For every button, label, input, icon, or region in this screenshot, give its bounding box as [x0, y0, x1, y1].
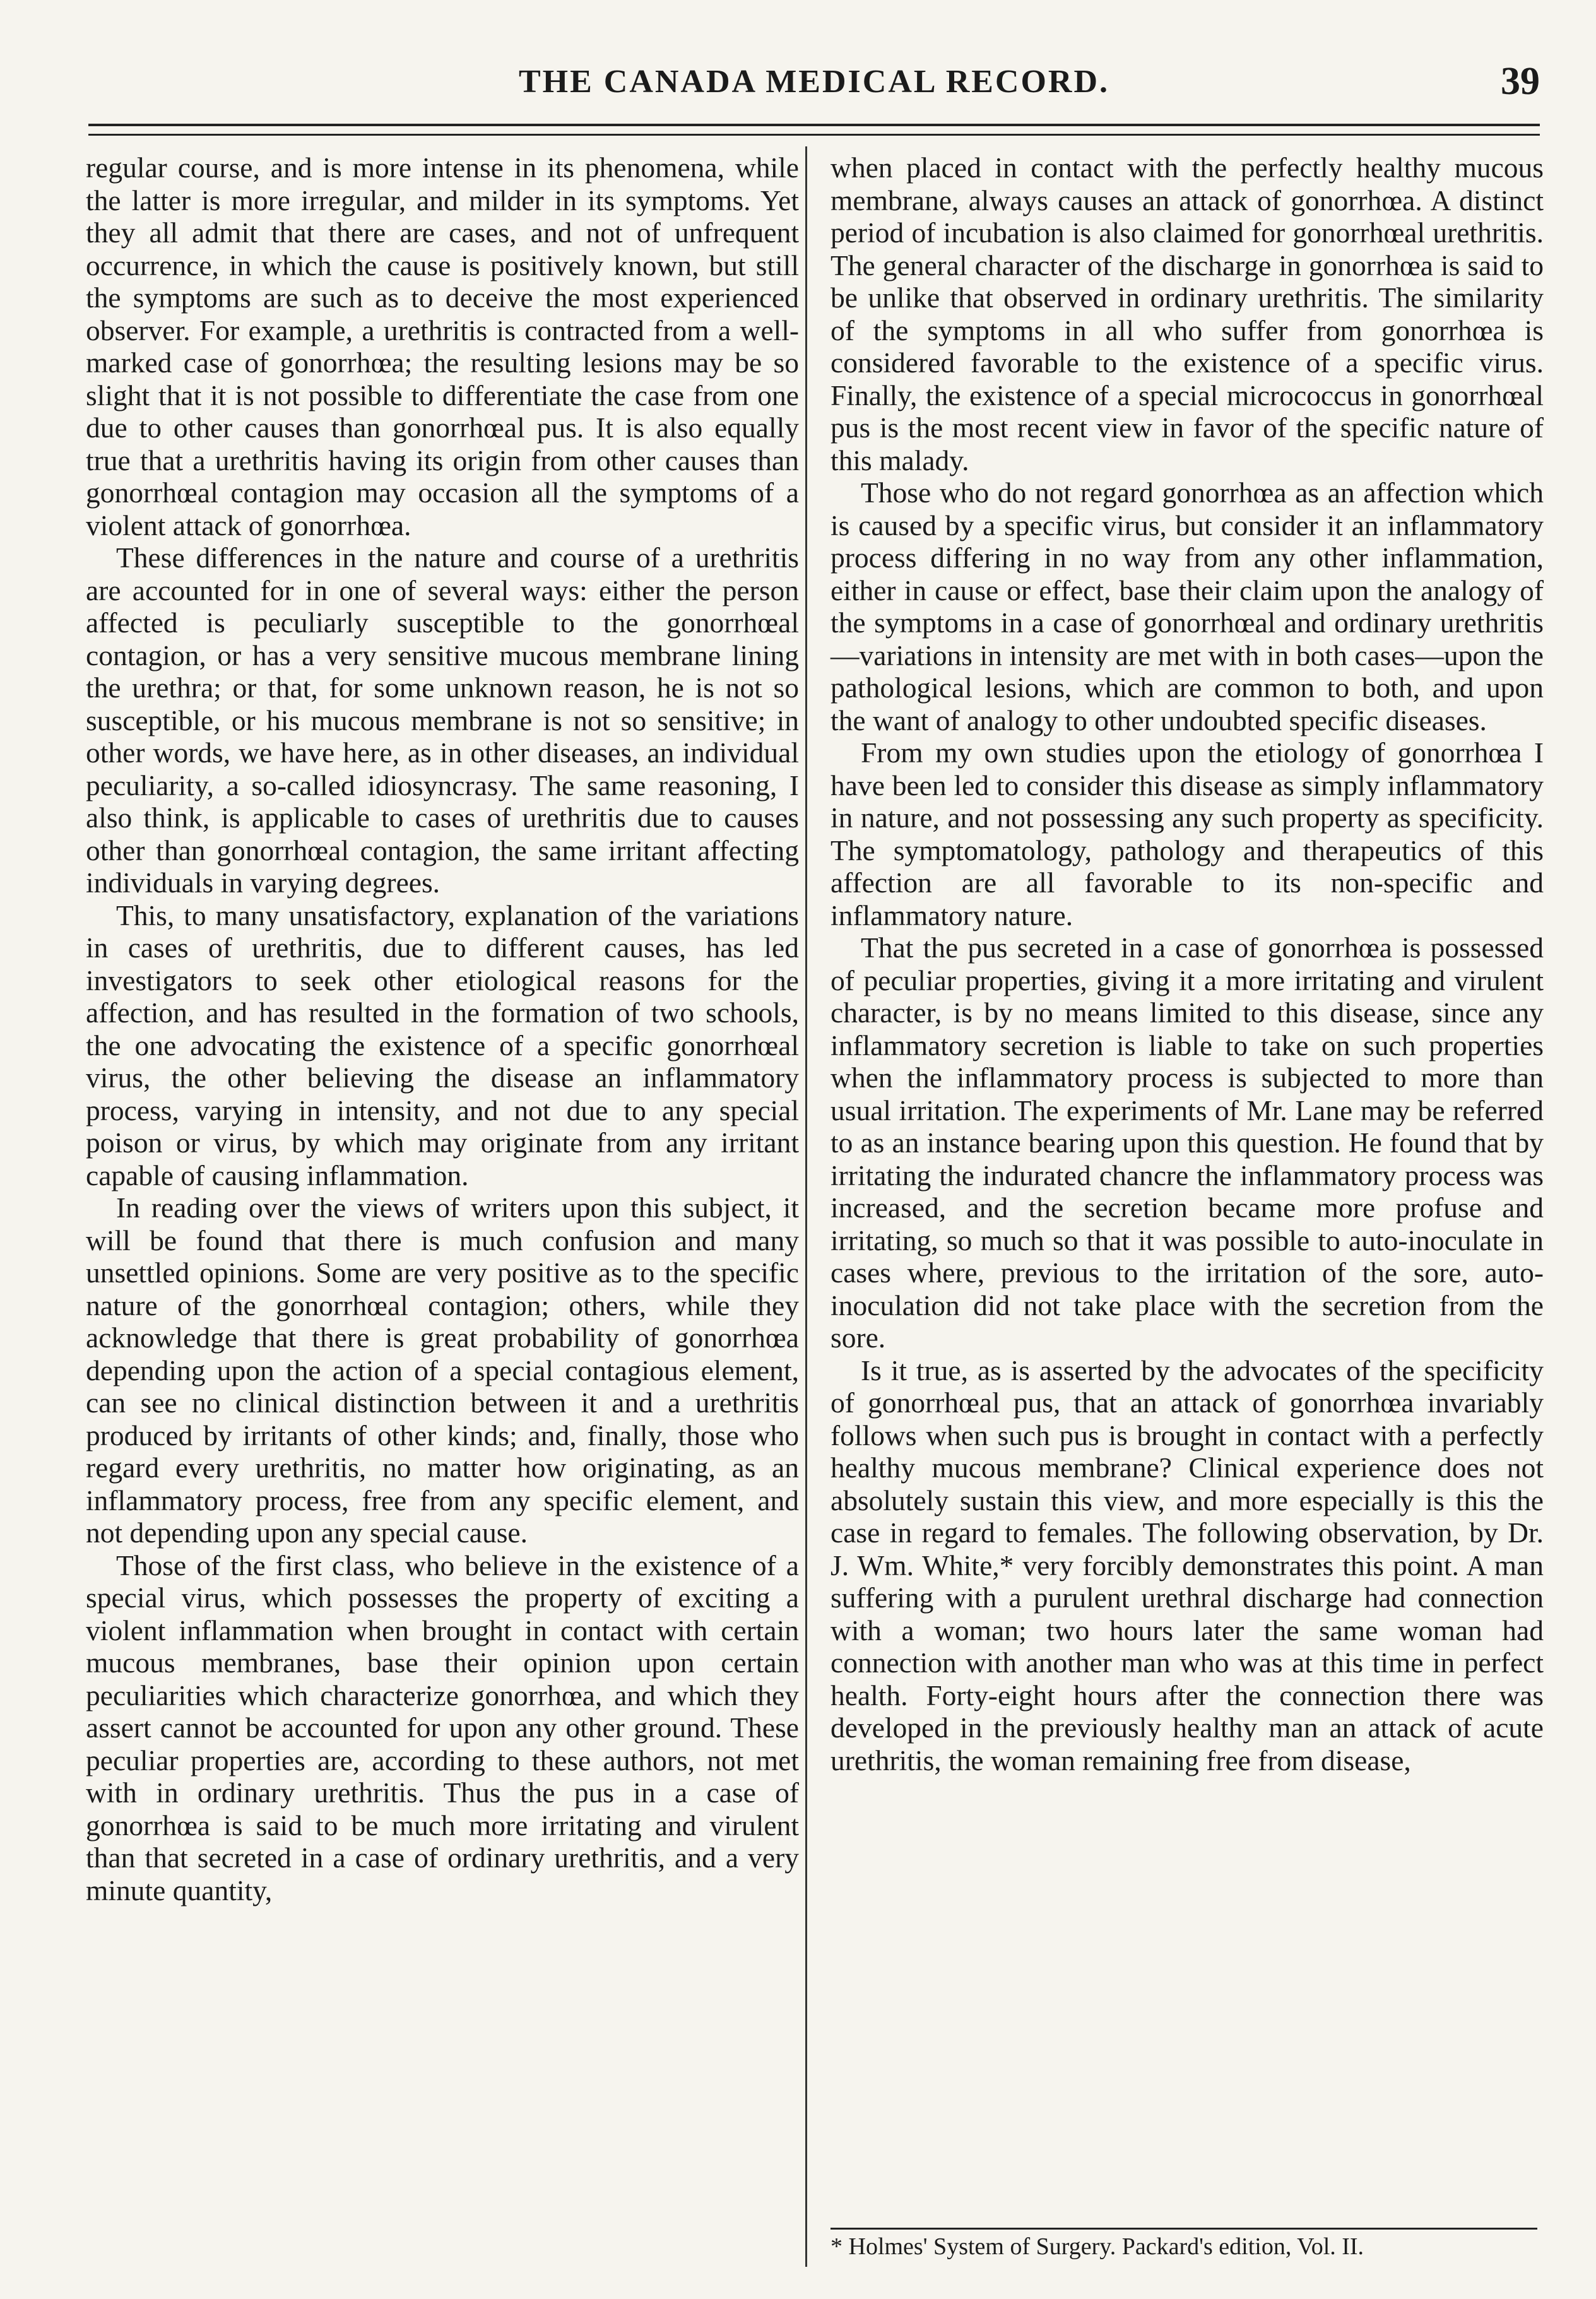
paragraph: Is it true, as is asserted by the advocates of the specificity of gonorrhœal pus, that an attack of gonorrhœa invariably follows when such pus is brought in contact with a perfectly healthy mucous membrane? Clinical experience does not absolutely sustain this view, and more especially is this the case in regard to females. The following observation, by Dr. J. Wm. White,* very forcibly demonstrates this point. A man suffering with a purulent urethral discharge had connection with a woman; two hours later the same woman had connection with another man who was at this time in perfect health. Forty-eight hours after the connection there was developed in the previously healthy man an attack of acute urethritis, the woman remaining free from disease,: [831, 1354, 1544, 1776]
paragraph: From my own studies upon the etiology of gonorrhœa I have been led to consider this disease as simply inflammatory in nature, and not possessing any such property as specificity. The symptomatology, pathology and therapeutics of this affection are all favorable to its non-specific and inflammatory nature.: [831, 736, 1544, 931]
paragraph: That the pus secreted in a case of gonorrhœa is possessed of peculiar properties, giving it a more irritating and virulent character, is by no means limited to this disease, since any inflammatory secretion is liable to take on such properties when the inflammatory process is subjected to more than usual irritation. The experiments of Mr. Lane may be referred to as an instance bearing upon this question. He found that by irritating the indurated chancre the inflammatory process was increased, and the secretion became more profuse and irritating, so much so that it was possible to auto-inoculate in cases where, previous to the irritation of the sore, auto-inoculation did not take place with the secretion from the sore.: [831, 931, 1544, 1354]
paragraph: This, to many unsatisfactory, explanation of the variations in cases of urethritis, due to different causes, has led investigators to seek other etiological reasons for the affection, and has resulted in the formation of two schools, the one advocating the existence of a specific gonorrhœal virus, the other believing the disease an inflammatory process, varying in intensity, and not due to any special poison or virus, by which may originate from any irritant capable of causing inflammation.: [86, 899, 799, 1191]
paragraph: Those who do not regard gonorrhœa as an affection which is caused by a specific virus, but consider it an inflammatory process differing in no way from any other inflammation, either in cause or effect, base their claim upon the analogy of the symptoms in a case of gonorrhœal and ordinary urethritis—variations in intensity are met with in both cases—upon the pathological lesions, which are common to both, and upon the want of analogy to other undoubted specific diseases.: [831, 476, 1544, 736]
page-header: [88, 60, 1540, 107]
paragraph: regular course, and is more intense in its phenomena, while the latter is more irregular, and milder in its symptoms. Yet they all admit that there are cases, and not of unfrequent occurrence, in which the cause is positively known, but still the symptoms are such as to deceive the most experienced observer. For example, a urethritis is contracted from a well-marked case of gonorrhœa; the resulting lesions may be so slight that it is not possible to differentiate the case from one due to other causes than gonorrhœal pus. It is also equally true that a urethritis having its origin from other causes than gonorrhœal contagion may occasion all the symptoms of a violent attack of gonorrhœa.: [86, 151, 799, 541]
footnote: * Holmes' System of Surgery. Packard's edition, Vol. II.: [831, 2233, 1364, 2260]
paragraph: These differences in the nature and course of a urethritis are accounted for in one of several ways: either the person affected is peculiarly susceptible to the gonorrhœal contagion, or has a very sensitive mucous membrane lining the urethra; or that, for some unknown reason, he is not so susceptible, or his mucous membrane is not so sensitive; in other words, we have here, as in other diseases, an individual peculiarity, a so-called idiosyncrasy. The same reasoning, I also think, is applicable to cases of urethritis due to causes other than gonorrhœal contagion, the same irritant affecting individuals in varying degrees.: [86, 541, 799, 899]
footnote-rule: [831, 2228, 1537, 2230]
right-column: [831, 151, 1544, 1776]
paragraph: when placed in contact with the perfectly healthy mucous membrane, always causes an attack of gonorrhœa. A distinct period of incubation is also claimed for gonorrhœal urethritis. The general character of the discharge in gonorrhœa is said to be unlike that observed in ordinary urethritis. The similarity of the symptoms in all who suffer from gonorrhœa is considered favorable to the existence of a specific virus. Finally, the existence of a special micrococcus in gonorrhœal pus is the most recent view in favor of the specific nature of this malady.: [831, 151, 1544, 476]
paragraph: In reading over the views of writers upon this subject, it will be found that there is much confusion and many unsettled opinions. Some are very positive as to the specific nature of the gonorrhœal contagion; others, while they acknowledge that there is great probability of gonorrhœa depending upon the action of a special contagious element, can see no clinical distinction between it and a urethritis produced by irritants of other kinds; and, finally, those who regard every urethritis, no matter how originating, as an inflammatory process, free from any specific element, and not depending upon any special cause.: [86, 1191, 799, 1549]
column-divider: [805, 146, 807, 2267]
header-rule-bottom: [88, 134, 1540, 136]
paragraph: Those of the first class, who believe in the existence of a special virus, which possesses the property of exciting a violent inflammation when brought in contact with certain mucous membranes, base their opinion upon certain peculiarities which characterize gonorrhœa, and which they assert cannot be accounted for upon any other ground. These peculiar properties are, according to these authors, not met with in ordinary urethritis. Thus the pus in a case of gonorrhœa is said to be much more irritating and virulent than that secreted in a case of ordinary urethritis, and a very minute quantity,: [86, 1549, 799, 1906]
left-column: [86, 151, 799, 1906]
page-number: 39: [1501, 60, 1540, 103]
header-rule-top: [88, 124, 1540, 126]
running-head: THE CANADA MEDICAL RECORD.: [518, 64, 1110, 100]
